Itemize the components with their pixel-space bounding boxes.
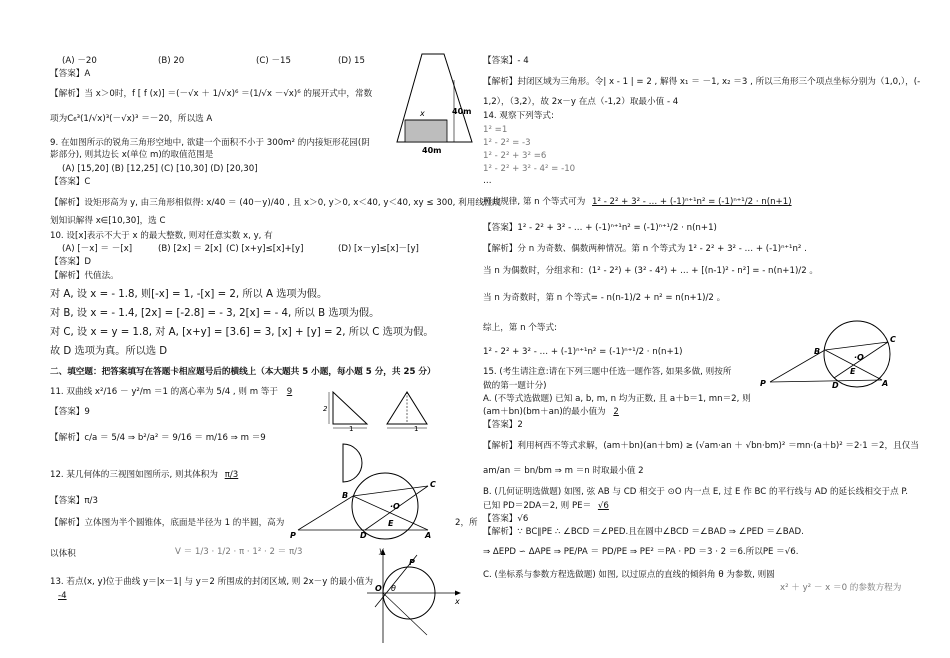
point-d: D <box>360 531 367 540</box>
q10-option-a: (A) [－x] ＝ －[x] <box>62 244 133 254</box>
q12-explanation-2: 以体积 <box>50 549 76 559</box>
point-a-right: A <box>882 379 889 388</box>
q10-case-a: 对 A, 设 x = - 1.8, 则[-x] = 1, -[x] = 2, 所以 A 选项为假。 <box>50 289 328 300</box>
q9-answer: 【答案】C <box>50 177 91 187</box>
q11-blank: 9 <box>286 387 293 397</box>
circle-chord-figure-right <box>762 320 912 392</box>
q8-option-a: (A) －20 <box>62 56 97 66</box>
q15-note-2: 做的第一题计分) <box>483 381 547 391</box>
q11-text: 11. 双曲线 x²/16 － y²/m ＝1 的离心率为 5/4 , 则 m 等于 <box>50 387 278 397</box>
q12-explanation-1b: 2，所 <box>455 518 478 528</box>
q10-case-c: 对 C, 设 x = y = 1.8, 对 A, [x+y] = [3.6] = 3, [x] + [y] = 2, 所以 C 选项为假。 <box>50 327 434 338</box>
q14-stem: 14. 观察下列等式: <box>483 111 554 121</box>
q15b-blank: √6 <box>597 501 609 511</box>
q9-explanation-2: 划知识解得 x∈[10,30]，选 C <box>50 216 166 226</box>
q9-stem-1: 9. 在如图所示的锐角三角形空地中, 欲建一个面积不小于 300m² 的内接矩形花园(阴 <box>50 138 370 148</box>
q10-conclusion: 故 D 选项为真。所以选 D <box>50 346 168 357</box>
width-1-label-b: 1 <box>414 425 419 433</box>
q15b-answer: 【答案】√6 <box>483 514 529 524</box>
q14-answer: 【答案】1² - 2² + 3² - … + (-1)ⁿ⁺¹n² = (-1)ⁿ⁺¹/2 · n(n+1) <box>483 223 717 233</box>
q14-question-text: 照此规律, 第 n 个等式可为 <box>483 197 586 207</box>
q11-stem <box>50 386 298 398</box>
point-a: A <box>425 531 432 540</box>
q11-answer: 【答案】9 <box>50 407 90 417</box>
q10-option-d: (D) [x－y]≤[x]－[y] <box>338 244 419 254</box>
q14-explanation-2: 当 n 为偶数时，分组求和：(1² - 2²) + (3² - 4²) + … + [(n-1)² - n²] = - n(n+1)/2 。 <box>483 266 818 276</box>
axis-y-label: y <box>379 546 384 555</box>
q8-answer: 【答案】A <box>50 69 91 79</box>
q10-explanation: 【解析】代值法。 <box>50 271 119 281</box>
point-e-right: E <box>850 367 856 376</box>
q15a-explanation-2: am/an ＝ bn/bm ⇒ m ＝n 时取最小值 2 <box>483 466 644 476</box>
point-b: B <box>342 491 349 500</box>
q15b-stem-2 <box>483 500 613 512</box>
q14-explanation-3: 当 n 为奇数时，第 n 个等式= - n(n-1)/2 + n² = n(n+1)/2 。 <box>483 293 726 303</box>
coordinate-circle-figure <box>365 547 465 647</box>
q14-eq-2: 1² - 2² = -3 <box>483 138 531 148</box>
q15-note-1: 15. (考生请注意:请在下列三题中任选一题作答, 如果多做, 则按所 <box>483 367 732 377</box>
height-label: 40m <box>452 107 472 116</box>
q15b-text: 已知 PD＝2DA＝2, 则 PE＝ <box>483 501 592 511</box>
point-d-right: D <box>832 381 839 390</box>
rect-width-label: x <box>420 109 425 118</box>
q14-eq-3: 1² - 2² + 3² =6 <box>483 151 547 161</box>
q15a-explanation-1: 【解析】利用柯西不等式求解，(am＋bn)(an＋bm) ≥ (√am·an ＋ √bn·bm)² ＝mn·(a＋b)² ＝2·1 ＝2，且仅当 <box>483 441 919 451</box>
section-2-heading: 二、填空题：把答案填写在答题卡相应题号后的横线上（本大题共 5 小题，每小题 5 分，共 25 分） <box>50 367 436 377</box>
width-1-label-a: 1 <box>349 425 354 433</box>
q14-explanation-4: 综上，第 n 个等式: <box>483 323 557 333</box>
q12-text: 12. 某几何体的三视图如图所示, 则其体积为 <box>50 470 218 480</box>
origin-label: O <box>375 584 382 593</box>
q15b-explanation-1: 【解析】∵ BC∥PE ∴ ∠BCD ＝∠PED.且在圆中∠BCD ＝∠BAD ⇒ ∠PED ＝∠BAD. <box>483 527 804 537</box>
q15a-stem-1: A. (不等式选做题) 已知 a, b, m, n 均为正数, 且 a＋b＝1, mn＝2, 则 <box>483 394 751 404</box>
circle-chord-figure-left <box>290 472 440 544</box>
q13-answer: 【答案】- 4 <box>483 56 529 66</box>
q10-option-b: (B) [2x] ＝ 2[x] <box>158 244 222 254</box>
q13-blank: -4 <box>58 591 67 601</box>
q8-option-d: (D) 15 <box>338 56 365 66</box>
axis-x-label: x <box>455 597 460 606</box>
q15b-explanation-2: ⇒ ΔEPD ∽ ΔAPE ⇒ PE/PA ＝ PD/PE ⇒ PE² ＝PA · PD ＝3 · 2 ＝6.所以PE ＝√6. <box>483 547 799 557</box>
triangle-rectangle-figure <box>392 52 477 157</box>
q12-blank: π/3 <box>224 470 239 480</box>
q10-case-b: 对 B, 设 x = - 1.4, [2x] = [-2.8] = - 3, 2[x] = - 4, 所以 B 选项为假。 <box>50 308 380 319</box>
q12-volume-formula: V ＝ 1/3 · 1/2 · π · 1² · 2 ＝ π/3 <box>175 547 303 557</box>
point-o-right: ·O <box>854 353 864 362</box>
q15a-answer: 【答案】2 <box>483 420 523 430</box>
q8-explanation-2: 项为C₆³(1/√x)³(－√x)³ ＝－20，所以选 A <box>50 114 213 124</box>
q15a-text: (am＋bn)(bm＋an)的最小值为 <box>483 407 606 417</box>
q15a-stem-2 <box>483 406 624 418</box>
q14-question <box>483 196 796 208</box>
q13-stem: 13. 若点(x, y)位于曲线 y＝|x－1| 与 y＝2 所围成的封闭区域, 则 2x－y 的最小值为 <box>50 577 374 587</box>
point-p: P <box>290 531 296 540</box>
q15c-stem-1: C. (坐标系与参数方程选做题) 如图, 以过原点的直线的倾斜角 θ 为参数, 则圆 <box>483 570 775 580</box>
q12-explanation-1: 【解析】立体图为半个圆锥体，底面是半径为 1 的半圆，高为 <box>50 518 285 528</box>
q9-explanation-1: 【解析】设矩形高为 y, 由三角形相似得: x/40 ＝ (40－y)/40 , 且 x＞0, y＞0, x＜40, y＜40, xy ≤ 300, 利用线性规 <box>50 198 502 208</box>
q15c-stem-2: x² ＋ y² － x ＝0 的参数方程为 <box>780 583 902 593</box>
q9-options: (A) [15,20] (B) [12,25] (C) [10,30] (D) [20,30] <box>62 164 258 174</box>
height-2-label: 2 <box>323 405 328 413</box>
q10-stem: 10. 设[x]表示不大于 x 的最大整数, 则对任意实数 x, y, 有 <box>50 231 273 241</box>
q14-explanation-1: 【解析】分 n 为奇数、偶数两种情况。第 n 个等式为 1² - 2² + 3² - … + (-1)ⁿ⁺¹n² . <box>483 244 807 254</box>
q11-explanation: 【解析】c/a ＝ 5/4 ⇒ b²/a² ＝ 9/16 ＝ m/16 ⇒ m ＝9 <box>50 433 266 443</box>
q9-stem-2: 影部分), 则其边长 x(单位 m)的取值范围是 <box>50 150 214 160</box>
q13-explanation-2: 1,2），（3,2），故 2x－y 在点（-1,2）取最小值 - 4 <box>483 97 679 107</box>
q14-blank: 1² - 2² + 3² - … + (-1)ⁿ⁺¹n² = (-1)ⁿ⁺¹/2 · n(n+1) <box>592 197 792 207</box>
q8-explanation-1: 【解析】当 x＞0时，f [ f (x)] ＝(－√x ＋ 1/√x)⁶ ＝(1/√x －√x)⁶ 的展开式中，常数 <box>50 89 373 99</box>
q13-explanation-1: 【解析】封闭区域为三角形。令| x - 1 | = 2 , 解得 x₁ ＝ －1, x₂ ＝3 , 所以三角形三个项点坐标分别为（1,0,），(- <box>483 77 921 87</box>
q14-eq-5: … <box>483 176 492 186</box>
q8-option-c: (C) －15 <box>256 56 291 66</box>
point-p-right: P <box>760 379 766 388</box>
q14-eq-1: 1² =1 <box>483 125 508 135</box>
q15b-stem-1: B. (几何证明选做题) 如图, 弦 AB 与 CD 相交于 ⊙O 内一点 E, 过 E 作 BC 的平行线与 AD 的延长线相交于点 P. <box>483 487 909 497</box>
q14-eq-4: 1² - 2² + 3² - 4² = -10 <box>483 164 576 174</box>
point-b-right: B <box>814 347 821 356</box>
point-c-right: C <box>890 335 896 344</box>
base-label: 40m <box>422 146 442 155</box>
point-e: E <box>388 519 394 528</box>
q10-answer: 【答案】D <box>50 257 91 267</box>
q12-stem <box>50 469 242 481</box>
q15a-blank: 2 <box>613 407 619 417</box>
theta-label: θ <box>391 584 396 593</box>
q14-explanation-5: 1² - 2² + 3² - … + (-1)ⁿ⁺¹n² = (-1)ⁿ⁺¹/2 · n(n+1) <box>483 347 683 357</box>
point-c: C <box>430 480 436 489</box>
point-o: ·O <box>390 502 400 511</box>
q12-answer: 【答案】π/3 <box>50 496 98 506</box>
point-p-label: P <box>409 558 415 567</box>
q10-option-c: (C) [x+y]≤[x]+[y] <box>226 244 304 254</box>
q8-option-b: (B) 20 <box>158 56 185 66</box>
